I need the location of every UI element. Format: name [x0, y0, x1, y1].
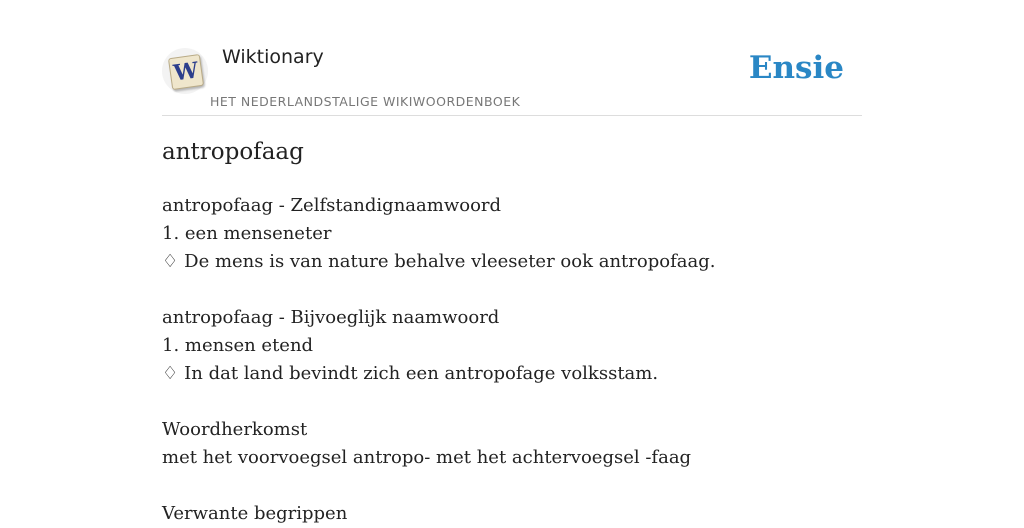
entry-content — [162, 192, 862, 528]
site-header — [162, 44, 862, 116]
example-text-adjective: In dat land bevindt zich een antropofage volksstam. — [184, 363, 659, 384]
example-text-noun: De mens is van nature behalve vleeseter ook antropofaag. — [184, 251, 716, 272]
etymology-section — [162, 416, 862, 472]
example-adjective — [162, 360, 862, 388]
site-name[interactable]: Wiktionary — [222, 46, 324, 68]
spacer — [162, 472, 862, 500]
section-heading-adjective: antropofaag - Bijvoeglijk naamwoord — [162, 307, 500, 328]
related-terms-section — [162, 500, 862, 528]
noun-section — [162, 192, 862, 276]
section-heading-etymology: Woordherkomst — [162, 419, 308, 440]
page-title: antropofaag — [162, 139, 304, 165]
section-heading-related-terms: Verwante begrippen — [162, 503, 348, 524]
section-heading-noun: antropofaag - Zelfstandignaamwoord — [162, 195, 502, 216]
example-noun — [162, 248, 862, 276]
diamond-icon: ♢ — [162, 363, 179, 384]
site-tagline: HET NEDERLANDSTALIGE WIKIWOORDENBOEK — [210, 94, 521, 109]
definition-adjective: 1. mensen etend — [162, 335, 314, 356]
spacer — [162, 388, 862, 416]
wiktionary-logo-icon[interactable] — [162, 48, 208, 94]
definition-noun: 1. een menseneter — [162, 223, 332, 244]
spacer — [162, 276, 862, 304]
ensie-brand-link[interactable]: Ensie — [748, 50, 844, 86]
adjective-section — [162, 304, 862, 388]
etymology-text: met het voorvoegsel antropo- met het achtervoegsel -faag — [162, 447, 692, 468]
logo-tile: W — [168, 54, 204, 90]
diamond-icon: ♢ — [162, 251, 179, 272]
